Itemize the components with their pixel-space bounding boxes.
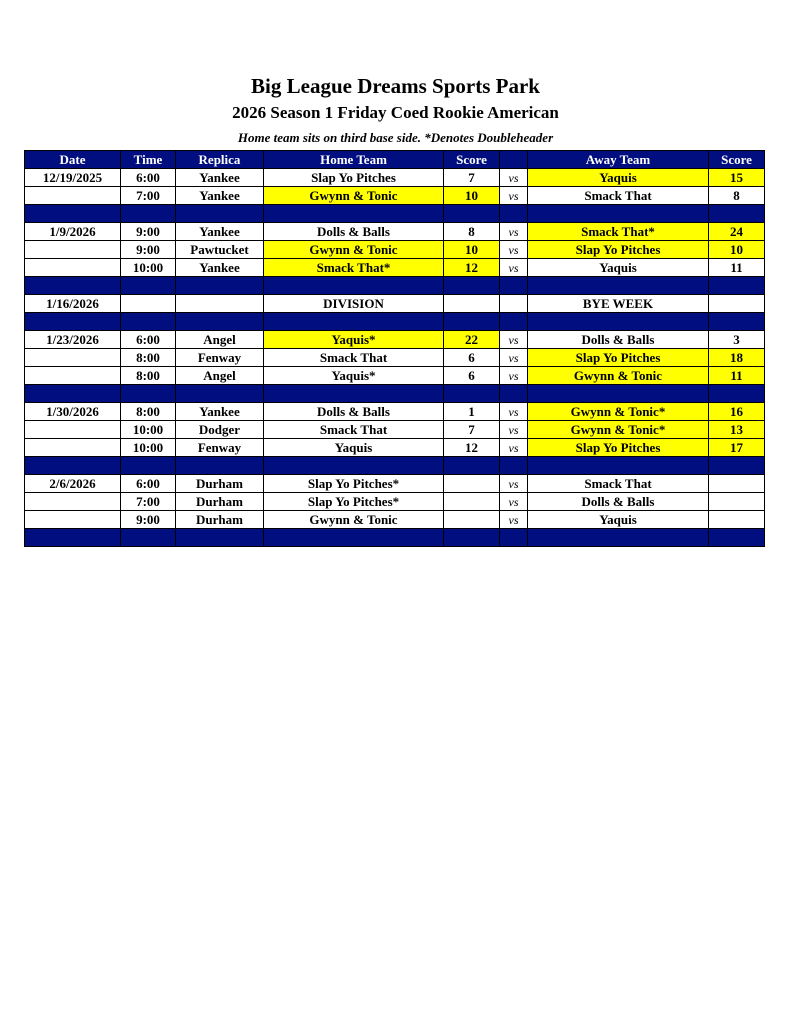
table-row [25,331,765,349]
replica-cell: Fenway [176,349,264,367]
replica-cell: Yankee [176,259,264,277]
home-score-cell: 10 [444,241,500,259]
col-home-score: Score [444,151,500,169]
home-score-cell: 7 [444,169,500,187]
home-team-cell: Yaquis [264,439,444,457]
home-team-cell: Smack That [264,349,444,367]
vs-cell: vs [500,259,528,277]
date-cell [25,241,121,259]
time-cell: 6:00 [121,475,176,493]
away-team-cell: Gwynn & Tonic* [528,403,709,421]
home-team-cell: Smack That* [264,259,444,277]
separator-cell [528,313,709,331]
time-cell: 9:00 [121,511,176,529]
separator-cell [500,277,528,295]
time-cell: 8:00 [121,349,176,367]
table-row [25,187,765,205]
table-row [25,511,765,529]
separator-cell [176,385,264,403]
date-cell: 1/23/2026 [25,331,121,349]
home-score-cell: 12 [444,439,500,457]
home-score-cell [444,493,500,511]
home-score-cell: 6 [444,349,500,367]
separator-cell [444,457,500,475]
separator-row [25,277,765,295]
date-cell: 1/9/2026 [25,223,121,241]
table-row [25,259,765,277]
home-score-cell: 1 [444,403,500,421]
separator-cell [500,385,528,403]
table-row [25,403,765,421]
replica-cell: Yankee [176,169,264,187]
separator-cell [528,385,709,403]
home-team-cell: Slap Yo Pitches [264,169,444,187]
time-cell: 10:00 [121,439,176,457]
away-team-cell: Yaquis [528,511,709,529]
away-score-cell: 24 [709,223,765,241]
separator-cell [500,457,528,475]
date-cell [25,349,121,367]
replica-cell: Yankee [176,223,264,241]
home-team-cell: Gwynn & Tonic [264,511,444,529]
time-cell: 8:00 [121,367,176,385]
separator-cell [25,457,121,475]
table-row [25,169,765,187]
home-team-cell: Yaquis* [264,331,444,349]
separator-cell [264,457,444,475]
separator-cell [25,385,121,403]
vs-cell: vs [500,439,528,457]
away-score-cell: 18 [709,349,765,367]
date-cell: 1/30/2026 [25,403,121,421]
vs-cell: vs [500,475,528,493]
time-cell: 6:00 [121,331,176,349]
replica-cell: Durham [176,475,264,493]
time-cell: 6:00 [121,169,176,187]
table-row [25,349,765,367]
separator-cell [121,313,176,331]
home-score-cell: 10 [444,187,500,205]
away-team-cell: Smack That [528,475,709,493]
separator-cell [264,205,444,223]
home-score-cell [444,295,500,313]
separator-cell [264,277,444,295]
time-cell: 7:00 [121,187,176,205]
date-cell [25,493,121,511]
home-team-cell: Yaquis* [264,367,444,385]
separator-cell [176,313,264,331]
away-team-cell: Yaquis [528,259,709,277]
time-cell: 9:00 [121,241,176,259]
date-cell [25,259,121,277]
separator-cell [176,529,264,547]
col-replica: Replica [176,151,264,169]
schedule-body [25,169,765,547]
col-home-team: Home Team [264,151,444,169]
time-cell: 9:00 [121,223,176,241]
table-row [25,475,765,493]
separator-cell [709,205,765,223]
separator-cell [709,529,765,547]
away-score-cell: 15 [709,169,765,187]
header-row [25,151,765,169]
date-cell [25,439,121,457]
home-team-cell: Gwynn & Tonic [264,187,444,205]
home-team-cell: Slap Yo Pitches* [264,475,444,493]
separator-cell [500,313,528,331]
vs-cell: vs [500,511,528,529]
home-team-cell: Dolls & Balls [264,223,444,241]
separator-cell [528,457,709,475]
separator-cell [444,277,500,295]
page-subtitle: 2026 Season 1 Friday Coed Rookie American [232,103,559,122]
replica-cell [176,295,264,313]
replica-cell: Fenway [176,439,264,457]
away-team-cell: Smack That [528,187,709,205]
separator-cell [176,277,264,295]
table-row [25,223,765,241]
separator-row [25,385,765,403]
home-score-cell [444,475,500,493]
separator-cell [25,313,121,331]
separator-cell [264,385,444,403]
vs-cell: vs [500,367,528,385]
col-away-score: Score [709,151,765,169]
table-row [25,367,765,385]
vs-cell: vs [500,223,528,241]
date-cell [25,187,121,205]
away-team-cell: Dolls & Balls [528,493,709,511]
date-cell: 2/6/2026 [25,475,121,493]
separator-cell [709,457,765,475]
date-cell [25,367,121,385]
separator-cell [264,529,444,547]
separator-cell [709,385,765,403]
separator-row [25,529,765,547]
away-team-cell: Slap Yo Pitches [528,439,709,457]
separator-row [25,313,765,331]
separator-cell [500,205,528,223]
away-score-cell: 11 [709,367,765,385]
table-row [25,493,765,511]
separator-cell [25,529,121,547]
table-row [25,439,765,457]
separator-cell [121,529,176,547]
separator-cell [444,385,500,403]
replica-cell: Durham [176,493,264,511]
replica-cell: Dodger [176,421,264,439]
date-cell: 1/16/2026 [25,295,121,313]
home-team-cell: Gwynn & Tonic [264,241,444,259]
away-team-cell: Dolls & Balls [528,331,709,349]
away-score-cell [709,475,765,493]
away-score-cell [709,295,765,313]
home-team-cell: DIVISION [264,295,444,313]
separator-cell [121,385,176,403]
table-row [25,295,765,313]
separator-cell [121,205,176,223]
schedule-note: Home team sits on third base side. *Denotes Doubleheader [237,130,554,145]
separator-cell [709,313,765,331]
home-score-cell: 7 [444,421,500,439]
away-score-cell [709,493,765,511]
time-cell: 10:00 [121,259,176,277]
col-vs [500,151,528,169]
home-team-cell: Slap Yo Pitches* [264,493,444,511]
separator-cell [528,277,709,295]
home-score-cell: 12 [444,259,500,277]
away-score-cell: 13 [709,421,765,439]
away-team-cell: BYE WEEK [528,295,709,313]
time-cell: 10:00 [121,421,176,439]
home-score-cell [444,511,500,529]
separator-row [25,205,765,223]
schedule-table [24,150,765,547]
vs-cell: vs [500,331,528,349]
time-cell: 8:00 [121,403,176,421]
away-score-cell: 11 [709,259,765,277]
replica-cell: Yankee [176,187,264,205]
away-score-cell: 10 [709,241,765,259]
vs-cell: vs [500,349,528,367]
date-cell: 12/19/2025 [25,169,121,187]
vs-cell: vs [500,421,528,439]
home-score-cell: 6 [444,367,500,385]
away-score-cell: 3 [709,331,765,349]
separator-cell [444,313,500,331]
separator-cell [528,205,709,223]
table-row [25,421,765,439]
away-team-cell: Gwynn & Tonic* [528,421,709,439]
vs-cell: vs [500,241,528,259]
vs-cell: vs [500,169,528,187]
separator-cell [264,313,444,331]
away-team-cell: Smack That* [528,223,709,241]
away-score-cell: 8 [709,187,765,205]
replica-cell: Pawtucket [176,241,264,259]
vs-cell: vs [500,403,528,421]
vs-cell [500,295,528,313]
col-away-team: Away Team [528,151,709,169]
vs-cell: vs [500,493,528,511]
separator-cell [444,205,500,223]
replica-cell: Durham [176,511,264,529]
col-time: Time [121,151,176,169]
separator-cell [528,529,709,547]
replica-cell: Angel [176,367,264,385]
away-team-cell: Gwynn & Tonic [528,367,709,385]
away-team-cell: Yaquis [528,169,709,187]
separator-cell [176,205,264,223]
away-score-cell: 16 [709,403,765,421]
time-cell: 7:00 [121,493,176,511]
col-date: Date [25,151,121,169]
separator-cell [444,529,500,547]
separator-cell [25,205,121,223]
separator-row [25,457,765,475]
separator-cell [121,457,176,475]
away-team-cell: Slap Yo Pitches [528,349,709,367]
replica-cell: Angel [176,331,264,349]
date-cell [25,421,121,439]
separator-cell [176,457,264,475]
table-row [25,241,765,259]
replica-cell: Yankee [176,403,264,421]
separator-cell [500,529,528,547]
time-cell [121,295,176,313]
home-team-cell: Dolls & Balls [264,403,444,421]
separator-cell [121,277,176,295]
home-score-cell: 22 [444,331,500,349]
home-score-cell: 8 [444,223,500,241]
away-score-cell [709,511,765,529]
home-team-cell: Smack That [264,421,444,439]
away-score-cell: 17 [709,439,765,457]
page-title: Big League Dreams Sports Park [251,74,540,98]
vs-cell: vs [500,187,528,205]
separator-cell [25,277,121,295]
date-cell [25,511,121,529]
away-team-cell: Slap Yo Pitches [528,241,709,259]
separator-cell [709,277,765,295]
